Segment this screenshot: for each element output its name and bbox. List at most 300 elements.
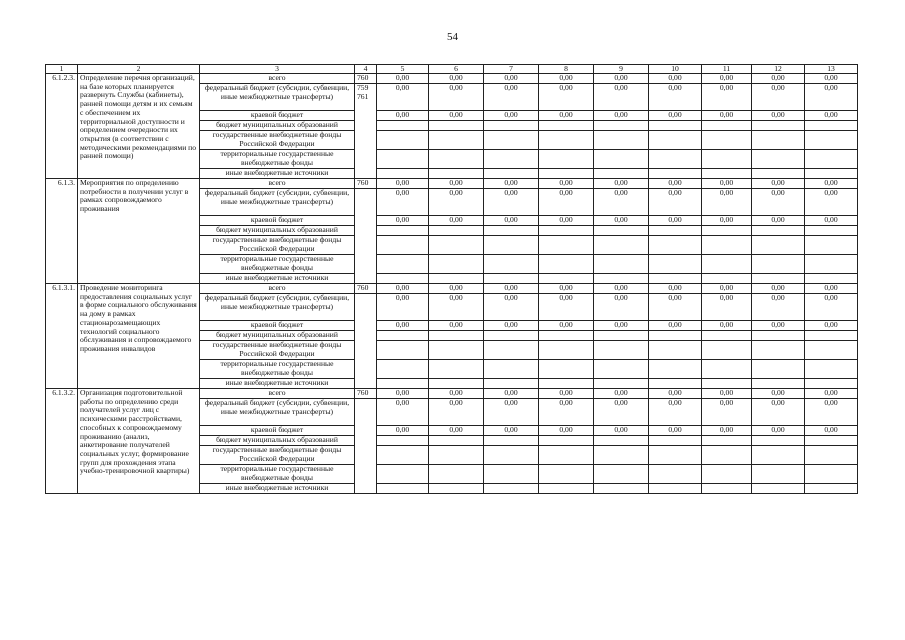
empty-cell	[539, 331, 594, 341]
empty-cell	[594, 255, 649, 274]
funding-source: территориальные государственные внебюджетные фонды	[200, 255, 355, 274]
empty-cell	[805, 274, 858, 284]
funding-source: краевой бюджет	[200, 111, 355, 121]
value-cell: 0,00	[377, 84, 429, 111]
empty-cell	[594, 465, 649, 484]
empty-cell	[702, 446, 752, 465]
empty-cell	[649, 379, 702, 389]
column-header: 2	[78, 65, 200, 74]
empty-cell	[702, 121, 752, 131]
item-code: 6.1.3.1.	[46, 284, 78, 389]
value-cell: 0,00	[805, 216, 858, 226]
item-code: 6.1.2.3.	[46, 74, 78, 179]
empty-cell	[752, 341, 805, 360]
empty-cell	[377, 255, 429, 274]
funding-source: государственные внебюджетные фонды Российской Федерации	[200, 446, 355, 465]
value-cell: 0,00	[649, 74, 702, 84]
value-cell: 0,00	[377, 74, 429, 84]
empty-cell	[484, 360, 539, 379]
value-cell: 0,00	[649, 284, 702, 294]
column-header: 3	[200, 65, 355, 74]
empty-cell	[484, 150, 539, 169]
empty-cell	[702, 274, 752, 284]
empty-cell	[429, 131, 484, 150]
table-row	[46, 74, 858, 84]
value-cell: 0,00	[805, 284, 858, 294]
empty-cell	[752, 360, 805, 379]
funding-source: бюджет муниципальных образований	[200, 436, 355, 446]
header-row	[46, 65, 858, 74]
funding-source: бюджет муниципальных образований	[200, 331, 355, 341]
value-cell: 0,00	[805, 321, 858, 331]
value-cell: 0,00	[702, 84, 752, 111]
value-cell: 0,00	[539, 389, 594, 399]
value-cell: 0,00	[649, 216, 702, 226]
value-cell: 0,00	[377, 179, 429, 189]
empty-cell	[377, 331, 429, 341]
empty-cell	[649, 236, 702, 255]
value-cell: 0,00	[752, 294, 805, 321]
empty-cell	[752, 226, 805, 236]
funding-source: всего	[200, 179, 355, 189]
empty-cell	[752, 131, 805, 150]
value-cell: 0,00	[649, 426, 702, 436]
value-cell: 0,00	[649, 111, 702, 121]
empty-cell	[429, 436, 484, 446]
empty-cell	[805, 484, 858, 494]
value-cell: 0,00	[752, 389, 805, 399]
empty-cell	[752, 150, 805, 169]
column-header: 13	[805, 65, 858, 74]
empty-cell	[429, 169, 484, 179]
funding-source: краевой бюджет	[200, 321, 355, 331]
value-cell: 0,00	[805, 399, 858, 426]
empty-cell	[539, 360, 594, 379]
value-cell: 0,00	[594, 399, 649, 426]
empty-cell	[805, 131, 858, 150]
item-name: Проведение мониторинга предоставления социальных услуг в форме социального обслуживания на дому в рамках стационарозамещающих технологий социального обслуживания и сопровождаемого проживания инвалидов	[78, 284, 200, 389]
funding-source: территориальные государственные внебюджетные фонды	[200, 360, 355, 379]
value-cell: 0,00	[484, 111, 539, 121]
value-cell: 0,00	[702, 284, 752, 294]
empty-cell	[484, 446, 539, 465]
funding-source: федеральный бюджет (субсидии, субвенции, иные межбюджетные трансферты)	[200, 84, 355, 111]
funding-source: всего	[200, 284, 355, 294]
empty-cell	[805, 226, 858, 236]
empty-cell	[377, 360, 429, 379]
empty-cell	[702, 484, 752, 494]
empty-cell	[539, 274, 594, 284]
empty-cell	[594, 226, 649, 236]
value-cell: 0,00	[805, 389, 858, 399]
empty-cell	[752, 436, 805, 446]
empty-cell	[805, 360, 858, 379]
empty-cell	[429, 379, 484, 389]
empty-cell	[594, 484, 649, 494]
funding-source: всего	[200, 389, 355, 399]
empty-cell	[649, 255, 702, 274]
empty-cell	[752, 255, 805, 274]
funding-source: бюджет муниципальных образований	[200, 226, 355, 236]
value-cell: 0,00	[649, 389, 702, 399]
empty-cell	[805, 150, 858, 169]
value-cell: 0,00	[429, 399, 484, 426]
value-cell: 0,00	[805, 84, 858, 111]
value-cell: 0,00	[484, 74, 539, 84]
empty-cell	[377, 150, 429, 169]
empty-cell	[429, 465, 484, 484]
funding-source: государственные внебюджетные фонды Российской Федерации	[200, 236, 355, 255]
value-cell: 0,00	[702, 399, 752, 426]
empty-cell	[594, 360, 649, 379]
value-cell: 0,00	[539, 399, 594, 426]
empty-cell	[377, 236, 429, 255]
empty-cell	[805, 446, 858, 465]
value-cell: 0,00	[484, 389, 539, 399]
empty-cell	[377, 226, 429, 236]
funding-source: федеральный бюджет (субсидии, субвенции, иные межбюджетные трансферты)	[200, 189, 355, 216]
empty-cell	[702, 169, 752, 179]
value-cell: 0,00	[539, 426, 594, 436]
empty-cell	[594, 379, 649, 389]
column-header: 5	[377, 65, 429, 74]
empty-cell	[429, 255, 484, 274]
value-cell: 0,00	[484, 426, 539, 436]
value-cell: 0,00	[702, 179, 752, 189]
empty-cell	[805, 436, 858, 446]
empty-cell	[702, 150, 752, 169]
value-cell: 0,00	[484, 216, 539, 226]
item-code: 6.1.3.2.	[46, 389, 78, 494]
empty-cell	[377, 436, 429, 446]
budget-code	[355, 189, 377, 284]
value-cell: 0,00	[484, 294, 539, 321]
value-cell: 0,00	[805, 111, 858, 121]
empty-cell	[805, 331, 858, 341]
column-header: 8	[539, 65, 594, 74]
value-cell: 0,00	[539, 179, 594, 189]
empty-cell	[594, 341, 649, 360]
value-cell: 0,00	[594, 84, 649, 111]
empty-cell	[649, 131, 702, 150]
value-cell: 0,00	[429, 74, 484, 84]
value-cell: 0,00	[539, 294, 594, 321]
empty-cell	[484, 436, 539, 446]
column-header: 10	[649, 65, 702, 74]
value-cell: 0,00	[649, 294, 702, 321]
value-cell: 0,00	[805, 189, 858, 216]
empty-cell	[702, 255, 752, 274]
empty-cell	[649, 436, 702, 446]
value-cell: 0,00	[594, 74, 649, 84]
value-cell: 0,00	[702, 321, 752, 331]
column-header: 6	[429, 65, 484, 74]
value-cell: 0,00	[484, 189, 539, 216]
empty-cell	[484, 379, 539, 389]
empty-cell	[539, 169, 594, 179]
empty-cell	[752, 236, 805, 255]
empty-cell	[429, 274, 484, 284]
value-cell: 0,00	[649, 399, 702, 426]
budget-code: 760	[355, 284, 377, 294]
value-cell: 0,00	[752, 111, 805, 121]
budget-code: 759 761	[355, 84, 377, 179]
funding-source: иные внебюджетные источники	[200, 169, 355, 179]
empty-cell	[484, 484, 539, 494]
empty-cell	[594, 150, 649, 169]
empty-cell	[429, 484, 484, 494]
empty-cell	[702, 131, 752, 150]
empty-cell	[702, 379, 752, 389]
empty-cell	[649, 150, 702, 169]
empty-cell	[594, 169, 649, 179]
value-cell: 0,00	[649, 179, 702, 189]
column-header: 11	[702, 65, 752, 74]
value-cell: 0,00	[429, 179, 484, 189]
value-cell: 0,00	[594, 294, 649, 321]
value-cell: 0,00	[805, 74, 858, 84]
budget-code: 760	[355, 179, 377, 189]
empty-cell	[805, 236, 858, 255]
empty-cell	[752, 274, 805, 284]
value-cell: 0,00	[377, 216, 429, 226]
value-cell: 0,00	[539, 74, 594, 84]
value-cell: 0,00	[702, 74, 752, 84]
value-cell: 0,00	[484, 84, 539, 111]
item-code: 6.1.3.	[46, 179, 78, 284]
page-number: 54	[447, 31, 458, 43]
empty-cell	[752, 446, 805, 465]
value-cell: 0,00	[649, 84, 702, 111]
empty-cell	[377, 274, 429, 284]
column-header: 12	[752, 65, 805, 74]
empty-cell	[377, 131, 429, 150]
value-cell: 0,00	[594, 284, 649, 294]
empty-cell	[752, 379, 805, 389]
empty-cell	[649, 484, 702, 494]
budget-code: 760	[355, 74, 377, 84]
budget-code	[355, 399, 377, 494]
empty-cell	[805, 121, 858, 131]
value-cell: 0,00	[594, 179, 649, 189]
empty-cell	[594, 131, 649, 150]
empty-cell	[539, 465, 594, 484]
value-cell: 0,00	[805, 426, 858, 436]
empty-cell	[539, 236, 594, 255]
empty-cell	[649, 360, 702, 379]
empty-cell	[594, 236, 649, 255]
empty-cell	[484, 255, 539, 274]
value-cell: 0,00	[429, 426, 484, 436]
empty-cell	[539, 121, 594, 131]
empty-cell	[649, 274, 702, 284]
funding-source: бюджет муниципальных образований	[200, 121, 355, 131]
column-header: 9	[594, 65, 649, 74]
empty-cell	[649, 446, 702, 465]
value-cell: 0,00	[484, 399, 539, 426]
empty-cell	[649, 331, 702, 341]
empty-cell	[702, 465, 752, 484]
empty-cell	[484, 236, 539, 255]
value-cell: 0,00	[594, 111, 649, 121]
value-cell: 0,00	[377, 111, 429, 121]
value-cell: 0,00	[752, 426, 805, 436]
value-cell: 0,00	[539, 111, 594, 121]
value-cell: 0,00	[377, 321, 429, 331]
empty-cell	[702, 331, 752, 341]
value-cell: 0,00	[594, 216, 649, 226]
value-cell: 0,00	[752, 216, 805, 226]
empty-cell	[594, 274, 649, 284]
value-cell: 0,00	[702, 294, 752, 321]
empty-cell	[484, 465, 539, 484]
empty-cell	[377, 465, 429, 484]
empty-cell	[377, 121, 429, 131]
empty-cell	[805, 341, 858, 360]
value-cell: 0,00	[429, 189, 484, 216]
value-cell: 0,00	[429, 389, 484, 399]
value-cell: 0,00	[539, 284, 594, 294]
funding-source: краевой бюджет	[200, 216, 355, 226]
table-row	[46, 389, 858, 399]
value-cell: 0,00	[752, 284, 805, 294]
value-cell: 0,00	[429, 84, 484, 111]
empty-cell	[539, 341, 594, 360]
empty-cell	[752, 169, 805, 179]
empty-cell	[649, 169, 702, 179]
value-cell: 0,00	[377, 294, 429, 321]
item-name: Мероприятия по определению потребности в получении услуг в рамках сопровождаемого проживания	[78, 179, 200, 284]
empty-cell	[752, 331, 805, 341]
value-cell: 0,00	[377, 189, 429, 216]
funding-source: краевой бюджет	[200, 426, 355, 436]
value-cell: 0,00	[702, 426, 752, 436]
budget-table	[45, 64, 858, 494]
empty-cell	[702, 360, 752, 379]
empty-cell	[429, 236, 484, 255]
value-cell: 0,00	[429, 216, 484, 226]
value-cell: 0,00	[752, 321, 805, 331]
empty-cell	[702, 341, 752, 360]
funding-source: иные внебюджетные источники	[200, 274, 355, 284]
value-cell: 0,00	[429, 111, 484, 121]
funding-source: территориальные государственные внебюджетные фонды	[200, 465, 355, 484]
value-cell: 0,00	[649, 321, 702, 331]
empty-cell	[484, 341, 539, 360]
empty-cell	[752, 484, 805, 494]
empty-cell	[752, 121, 805, 131]
empty-cell	[429, 331, 484, 341]
value-cell: 0,00	[539, 321, 594, 331]
empty-cell	[377, 446, 429, 465]
value-cell: 0,00	[377, 399, 429, 426]
value-cell: 0,00	[752, 74, 805, 84]
empty-cell	[429, 150, 484, 169]
value-cell: 0,00	[594, 389, 649, 399]
empty-cell	[594, 331, 649, 341]
value-cell: 0,00	[429, 294, 484, 321]
empty-cell	[429, 226, 484, 236]
value-cell: 0,00	[805, 294, 858, 321]
empty-cell	[539, 226, 594, 236]
value-cell: 0,00	[702, 189, 752, 216]
empty-cell	[805, 465, 858, 484]
empty-cell	[594, 446, 649, 465]
empty-cell	[649, 465, 702, 484]
funding-source: федеральный бюджет (субсидии, субвенции, иные межбюджетные трансферты)	[200, 399, 355, 426]
empty-cell	[752, 465, 805, 484]
funding-source: иные внебюджетные источники	[200, 379, 355, 389]
empty-cell	[377, 169, 429, 179]
budget-code: 760	[355, 389, 377, 399]
funding-source: федеральный бюджет (субсидии, субвенции, иные межбюджетные трансферты)	[200, 294, 355, 321]
value-cell: 0,00	[429, 284, 484, 294]
empty-cell	[539, 446, 594, 465]
item-name: Организация подготовительной работы по определению среди получателей услуг лиц с психическими расстройствами, способных к сопровождаемому проживанию (анализ, анкетирование получателей социальных услуг, формирование групп для прохождения этапа учебно-тренировочной квартиры)	[78, 389, 200, 494]
value-cell: 0,00	[752, 399, 805, 426]
empty-cell	[649, 121, 702, 131]
funding-source: государственные внебюджетные фонды Российской Федерации	[200, 131, 355, 150]
empty-cell	[429, 360, 484, 379]
value-cell: 0,00	[594, 189, 649, 216]
empty-cell	[539, 379, 594, 389]
empty-cell	[429, 121, 484, 131]
table-row	[46, 284, 858, 294]
empty-cell	[377, 484, 429, 494]
column-header: 7	[484, 65, 539, 74]
value-cell: 0,00	[429, 321, 484, 331]
value-cell: 0,00	[539, 84, 594, 111]
empty-cell	[539, 436, 594, 446]
empty-cell	[484, 331, 539, 341]
empty-cell	[377, 341, 429, 360]
empty-cell	[594, 121, 649, 131]
empty-cell	[539, 484, 594, 494]
empty-cell	[702, 436, 752, 446]
value-cell: 0,00	[377, 426, 429, 436]
value-cell: 0,00	[752, 84, 805, 111]
empty-cell	[484, 169, 539, 179]
column-header: 4	[355, 65, 377, 74]
table-row	[46, 179, 858, 189]
value-cell: 0,00	[702, 111, 752, 121]
value-cell: 0,00	[539, 216, 594, 226]
empty-cell	[539, 255, 594, 274]
empty-cell	[702, 226, 752, 236]
value-cell: 0,00	[702, 389, 752, 399]
empty-cell	[484, 131, 539, 150]
value-cell: 0,00	[594, 321, 649, 331]
value-cell: 0,00	[377, 284, 429, 294]
empty-cell	[484, 121, 539, 131]
empty-cell	[805, 255, 858, 274]
empty-cell	[539, 131, 594, 150]
empty-cell	[649, 341, 702, 360]
empty-cell	[429, 446, 484, 465]
value-cell: 0,00	[484, 284, 539, 294]
empty-cell	[805, 379, 858, 389]
value-cell: 0,00	[594, 426, 649, 436]
value-cell: 0,00	[377, 389, 429, 399]
empty-cell	[429, 341, 484, 360]
value-cell: 0,00	[805, 179, 858, 189]
empty-cell	[594, 436, 649, 446]
value-cell: 0,00	[649, 189, 702, 216]
empty-cell	[649, 226, 702, 236]
column-header: 1	[46, 65, 78, 74]
funding-source: государственные внебюджетные фонды Российской Федерации	[200, 341, 355, 360]
empty-cell	[377, 379, 429, 389]
